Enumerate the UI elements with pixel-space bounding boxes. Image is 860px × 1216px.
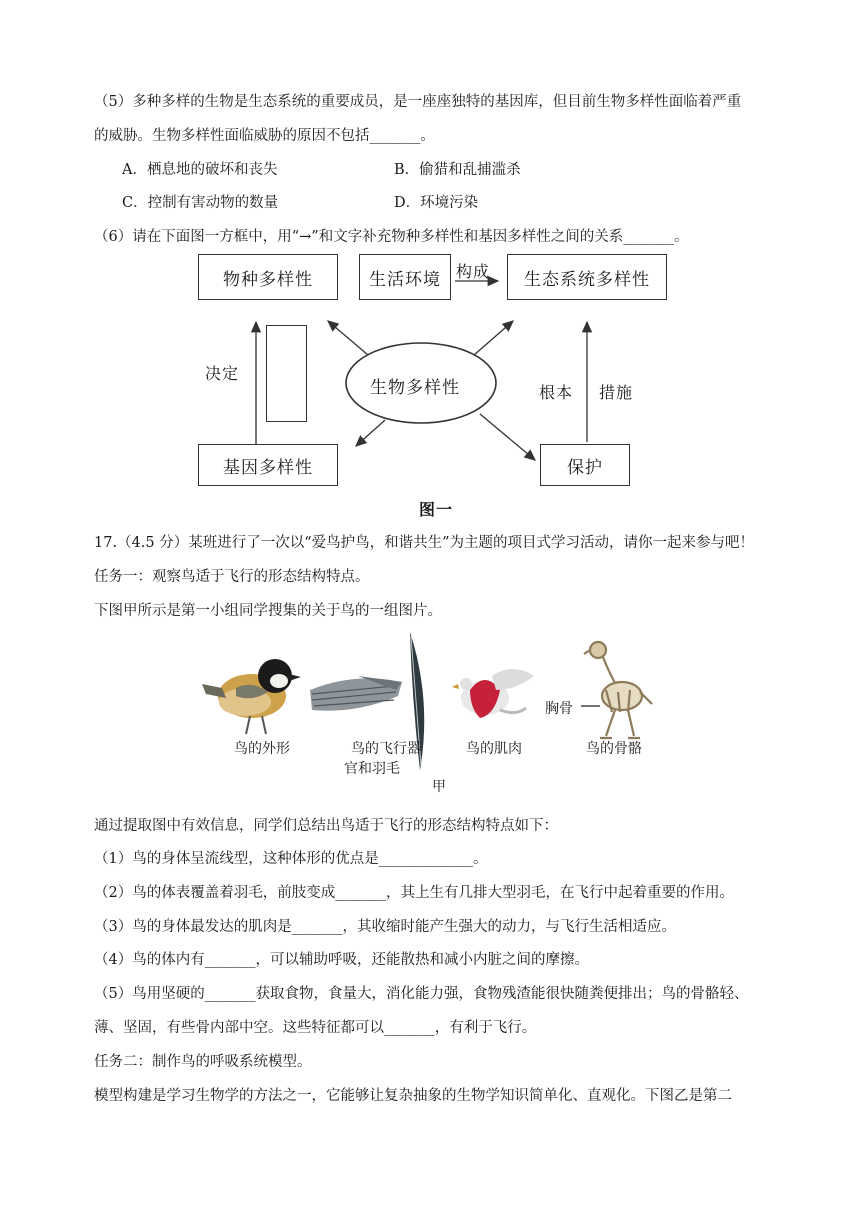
box-living-environment: 生活环境 (359, 254, 451, 300)
label-sternum: 胸骨 (545, 701, 573, 717)
item-1: （1）鸟的身体呈流线型，这种体形的优点是_____________。 (94, 851, 488, 867)
task-one: 任务一：观察鸟适于飞行的形态结构特点。 (94, 569, 370, 585)
bird-exterior-image (202, 659, 301, 734)
task-two: 任务二：制作鸟的呼吸系统模型。 (94, 1054, 312, 1070)
label-biodiversity: 生物多样性 (370, 378, 460, 398)
q16-5-line2: 的威胁。生物多样性面临威胁的原因不包括_______。 (94, 128, 435, 144)
label-measure: 措施 (599, 383, 634, 402)
q17-intro: 17.（4.5 分）某班进行了一次以“爱鸟护鸟，和谐共生”为主题的项目式学习活动，请你一起来参与吧！ (94, 535, 755, 551)
option-a: A．栖息地的破坏和丧失 (122, 162, 278, 178)
box-gene-diversity: 基因多样性 (198, 444, 338, 486)
bird-muscle-image (452, 669, 534, 718)
bird-wing-image (310, 676, 402, 711)
figure-jia-description: 下图甲所示是第一小组同学搜集的关于鸟的一组图片。 (94, 603, 442, 619)
caption-bird-muscle: 鸟的肌肉 (466, 741, 522, 757)
bird-skeleton-image (584, 642, 652, 738)
option-b: B．偷猎和乱捕滥杀 (394, 162, 521, 178)
option-d: D．环境污染 (394, 195, 479, 211)
label-root: 根本 (539, 383, 574, 402)
caption-flight-organ-1: 鸟的飞行器 (351, 741, 421, 757)
q16-6-line: （6）请在下面图一方框中，用“→”和文字补充物种多样性和基因多样性之间的关系_______。 (94, 229, 689, 245)
summary-line: 通过提取图中有效信息，同学们总结出鸟适于飞行的形态结构特点如下： (94, 818, 558, 834)
caption-bird-skeleton: 鸟的骨骼 (586, 741, 642, 757)
box-protect: 保护 (540, 444, 630, 486)
item-4: （4）鸟的体内有_______，可以辅助呼吸，还能散热和减小内脏之间的摩擦。 (94, 952, 589, 968)
figure-jia-caption: 甲 (432, 779, 446, 795)
q16-5-line1: （5）多种多样的生物是生态系统的重要成员，是一座座独特的基因库，但目前生物多样性面临着严重 (94, 94, 742, 110)
option-c: C．控制有害动物的数量 (122, 195, 279, 211)
item-5-line1: （5）鸟用坚硬的_______获取食物，食量大，消化能力强，食物残渣能很快随粪便排出；鸟的骨骼轻、 (94, 986, 749, 1002)
box-ecosystem-diversity: 生态系统多样性 (507, 254, 667, 300)
caption-bird-exterior: 鸟的外形 (234, 741, 290, 757)
item-3: （3）鸟的身体最发达的肌肉是_______，其收缩时能产生强大的动力，与飞行生活相适应。 (94, 919, 676, 935)
label-decide: 决定 (205, 364, 240, 383)
item-5-line2: 薄、坚固，有些骨内部中空。这些特征都可以_______，有利于飞行。 (94, 1020, 537, 1036)
caption-flight-organ-2: 官和羽毛 (344, 761, 400, 777)
model-building-line: 模型构建是学习生物学的方法之一，它能够让复杂抽象的生物学知识简单化、直观化。下图乙是第二 (94, 1088, 732, 1104)
figure-1-caption: 图一 (419, 500, 454, 519)
box-species-diversity: 物种多样性 (198, 254, 338, 300)
label-constitute: 构成 (456, 262, 491, 281)
item-2: （2）鸟的体表覆盖着羽毛，前肢变成_______，其上生有几排大型羽毛，在飞行中起着重要的作用。 (94, 885, 734, 901)
